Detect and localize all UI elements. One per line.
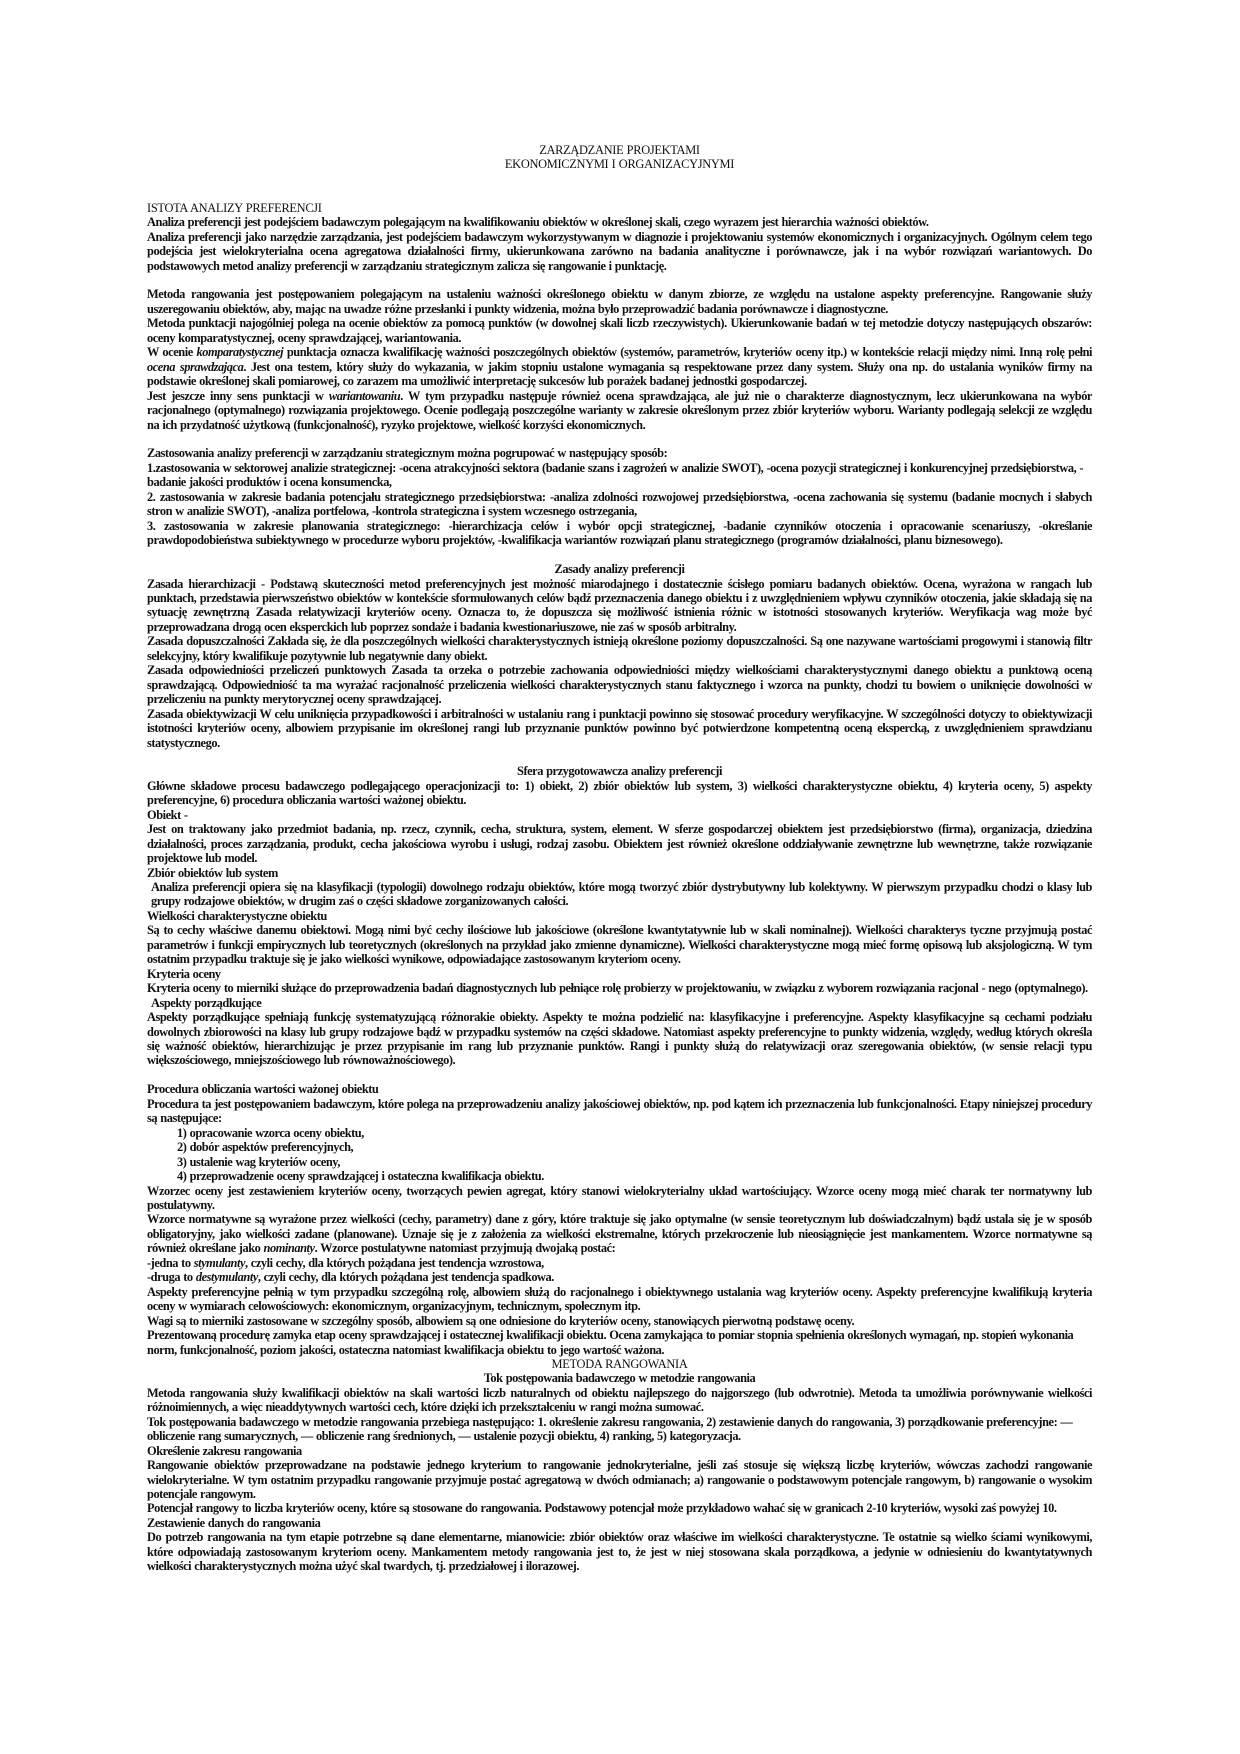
paragraph (147, 345, 1092, 388)
paragraph: 1.zastosowania w sektorowej analizie strategicznej: -ocena atrakcyjności sektora (badanie szans i zagrożeń w analizie SWOT), -ocena pozycji strategicznej i konkurencyjnej przedsiębiorstwa, -badanie jakości produktów i ocena konsumencka, (147, 460, 1084, 490)
paragraph: Metoda rangowania służy kwalifikacji obiektów na skali wartości liczb naturalnych od obiektu najlepszego do najgorszego (lub odwrotnie). Metoda ta umożliwia porównywanie wielkości różnoimiennych, a więc nieaddytywnych wartości cech, które dzięki ich przekształceniu w rangi można sumować. (147, 1385, 1092, 1415)
paragraph-spacer (147, 432, 1092, 446)
paragraph: Metoda rangowania jest postępowaniem polegającym na ustaleniu ważności określonego obiektu w danym zbiorze, ze względu na ustalone aspekty preferencyjne. Rangowanie służy uszeregowaniu obiektów, aby, mając na uwadze różne przesłanki i punkty widzenia, można było przeprowadzić badania porównawcze i diagnostyczne. (147, 287, 1092, 316)
paragraph: Tok postępowania badawczego w metodzie rangowania przebiega następująco: 1. określenie zakresu rangowania, 2) zestawienie danych do rangowania, 3) porządkowanie preferencyjne: — obliczenie rang sumarycznych, — obliczenie rang średnionych, — ustalenie pozycji obiektu, 4) ranking, 5) kategoryzacja. (147, 1414, 1073, 1444)
paragraph (147, 1270, 1092, 1284)
text-run: . Jest ona testem, który służy do wykazania, w jakim stopniu ustalone wymagania są respektowane przez dany system. Służy ona np. do ustalania wyników firmy na podstawie określonej skali pomiarowej, co zarazem ma umożliwić interpretację sukcesów lub porażek badanej jednostki gospodarczej. (147, 359, 1092, 389)
text-run: punktacja oznacza kwalifikację ważności poszczególnych obiektów (systemów, parametrów, kryteriów oceny itp.) w kontekście relacji między nimi. Inną rolę pełni (283, 345, 1092, 360)
paragraph: Analiza preferencji jako narzędzie zarządzania, jest podejściem badawczym wykorzystywanym w diagnozie i projektowaniu systemów ekonomicznych i organizacyjnych. Ogólnym celem tego podejścia jest wielokryterialna ocena agregatowa działalności firmy, ukierunkowana zarówno na badania analityczne i porównawcze, jak i na wybór rozwiązań wariantowych. Do podstawowych metod analizy preferencji w zarządzaniu strategicznym zalicza się rangowanie i punktację. (147, 229, 1092, 273)
text-run: Jest jeszcze inny sens punktacji w (147, 388, 329, 403)
paragraph: 2. zastosowania w zakresie badania potencjału strategicznego przedsiębiorstwa: -analiza zdolności rozwojowej przedsiębiorstwa, -ocena zachowania się systemu (badanie mocnych i słabych stron w analizie SWOT), -analiza portfelowa, -kontrola strategiczna i system wczesnego ostrzegania, (147, 489, 1092, 519)
subsection-heading: Zasady analizy preferencji (554, 562, 685, 577)
text-run: W ocenie (147, 345, 197, 360)
text-run: . Wzorce postulatywne natomiast przyjmują dwojaką postać: (314, 1241, 616, 1256)
text-run: -druga to (147, 1270, 196, 1285)
paragraph: Kryteria oceny to mierniki służące do przeprowadzenia badań diagnostycznych lub pełniące rolę probierzy w projektowaniu, w związku z wyborem rozwiązania racjonal - nego (optymalnego). (147, 981, 1088, 996)
paragraph: Aspekty preferencyjne pełnią w tym przypadku szczególną rolę, albowiem służą do racjonalnego i obiektywnego ustalania wag kryteriów oceny. Aspekty preferencyjne kwalifikują kryteria oceny w wymiarach celowościowych: ekonomicznym, organizacyjnym, technicznym, społecznym itp. (147, 1284, 1092, 1314)
paragraph: Zasada dopuszczalności Zakłada się, że dla poszczególnych wielkości charakterystycznych istnieją określone poziomy dopuszczalności. Są one nazywane wartościami progowymi i stanowią filtr selekcyjny, który kwalifikuje pozytywnie lub negatywnie dany obiekt. (147, 634, 1092, 663)
subsection-heading: Tok postępowania badawczego w metodzie rangowania (483, 1371, 756, 1386)
document-title-line-1: ZARZĄDZANIE PROJEKTAMI (539, 143, 700, 157)
paragraph (147, 1256, 1092, 1270)
paragraph (147, 1212, 1092, 1255)
subsection-heading: Sfera przygotowawcza analizy preferencji (517, 764, 722, 779)
paragraph: Obiekt - (147, 807, 188, 822)
emphasized-term: ocena sprawdzająca (147, 359, 244, 374)
paragraph-spacer (147, 273, 1092, 287)
paragraph: Zestawienie danych do rangowania (147, 1515, 321, 1530)
paragraph: Rangowanie obiektów przeprowadzane na podstawie jednego kryterium to rangowanie jednokryterialne, jeśli zaś stosuje się większą liczbę kryteriów, wówczas zachodzi rangowanie wielokryterialne. W tym ostatnim przypadku rangowanie przyjmuje postać agregatową w dwóch odmianach; a) rangowanie o podstawowym potencjale rangowym, b) rangowanie o wysokim potencjale rangowym. (147, 1458, 1092, 1502)
paragraph-spacer (147, 750, 1092, 764)
paragraph: Wzorzec oceny jest zestawieniem kryteriów oceny, tworzących pewien agregat, który stanowi wielokryterialny układ wartościujący. Wzorce oceny mogą mieć charak ter normatywny lub postulatywny. (147, 1183, 1092, 1212)
emphasized-term: komparatystycznej (196, 345, 284, 360)
list-item: 2) dobór aspektów preferencyjnych, (177, 1140, 354, 1155)
document-page (147, 143, 1092, 1574)
paragraph: Analiza preferencji jest podejściem badawczym polegającym na kwalifikowaniu obiektów w określonej skali, czego wyrazem jest hierarchia ważności obiektów. (147, 215, 929, 230)
document-body (147, 172, 1092, 1574)
text-run: -jedna to (147, 1255, 194, 1270)
paragraph: Kryteria oceny (147, 966, 221, 981)
paragraph: 3. zastosowania w zakresie planowania strategicznego: -hierarchizacja celów i wybór opcji strategicznej, -badanie czynników otoczenia i opracowanie scenariuszy, -określanie prawdopodobieństwa subiektywnego w procedurze wyboru projektów, -kwalifikacja wariantów rozwiązań planu strategicznego (programów działalności, planu biznesowego). (147, 518, 1092, 548)
paragraph-spacer (147, 548, 1092, 562)
paragraph: Zasada hierarchizacji - Podstawą skuteczności metod preferencyjnych jest możność miarodajnego i dostatecznie ścisłego pomiaru badanych obiektów. Ocena, wyrażona w rangach lub punktach, przedstawia pierwszeństwo obiektów w kontekście sformułowanych celów bądź przeznaczenia danego obiektu i z uwzględnieniem wpływu czynników otoczenia, jakie składają się na sytuację zewnętrzną Zasada relatywizacji kryteriów oceny. Oznacza to, że dopuszcza się możliwość istnienia różnic w istotności stosowanych kryteriów. Weryfikacja wag może być przeprowadzana drogą ocen eksperckich lub poprzez sondaże i badania kwestionariuszowe, nie zaś w sposób arbitralny. (147, 576, 1092, 634)
emphasized-term: stymulanty (193, 1255, 246, 1270)
paragraph: Prezentowaną procedurę zamyka etap oceny sprawdzającej i ostatecznej kwalifikacji obiektu. Ocena zamykająca to pomiar stopnia spełnienia określonych wymagań, np. stopień wykonania norm, funkcjonalność, poziom jakości, ostateczna natomiast kwalifikacja obiektu to jego wartość ważona. (147, 1328, 1074, 1357)
paragraph: Wielkości charakterystyczne obiektu (147, 908, 327, 923)
paragraph: Metoda punktacji najogólniej polega na ocenie obiektów za pomocą punktów (w dowolnej skali liczb rzeczywistych). Ukierunkowanie badań w tej metodzie dotyczy następujących obszarów: oceny komparatystycznej, oceny sprawdzającej, wariantowania. (147, 316, 1092, 345)
paragraph: Jest on traktowany jako przedmiot badania, np. rzecz, czynnik, cecha, struktura, system, element. W sferze gospodarczej obiektem jest przedsiębiorstwo (firma), organizacja, dziedzina działalności, proces zarządzania, produkt, cecha jakościowa wyrobu i usługi, rodzaj zasobu. Obiektem jest również określone oddziaływanie zewnętrzne lub wewnętrzne, także rozwiązanie projektowe lub model. (147, 822, 1092, 866)
paragraph: Główne składowe procesu badawczego podlegającego operacjonizacji to: 1) obiekt, 2) zbiór obiektów lub system, 3) wielkości charakterystyczne obiektu, 4) kryteria oceny, 5) aspekty preferencyjne, 6) procedura obliczania wartości ważonej obiektu. (147, 778, 1092, 808)
paragraph-spacer (147, 1068, 1092, 1082)
emphasized-term: nominanty (263, 1241, 315, 1256)
paragraph-spacer (147, 172, 1092, 186)
document-title-line-2: EKONOMICZNYMI I ORGANIZACYJNYMI (504, 157, 735, 172)
paragraph: Aspekty porządkujące (151, 995, 262, 1010)
paragraph: Są to cechy właściwe danemu obiektowi. Mogą nimi być cechy ilościowe lub jakościowe (określone kwantytatywnie lub w skali nominalnej). Wielkości charakterys tyczne przyjmują postać parametrów i funkcji empirycznych lub teoretycznych (określonych na przykład jako zmienne dynamiczne). Wielkości charakterystyczne mogą mieć formę opisową lub aksjologiczną. W tym ostatnim przypadku traktuje się je jako wielkości wynikowe, odpowiadające zastosowanym kryteriom oceny. (147, 923, 1092, 967)
text-run: , czyli cechy, dla których pożądana jest tendencja wzrostowa, (245, 1255, 544, 1270)
paragraph: Procedura obliczania wartości ważonej obiektu (147, 1082, 379, 1097)
text-run: . W tym przypadku następuje również ocena sprawdzająca, ale już nie o charakterze diagnostycznym, lecz ukierunkowana na wybór racjonalnego (optymalnego) rozwiązania projektowego. Ocenie podlegają poszczególne warianty w zakresie określonym przez zbiór kryteriów wyboru. Warianty podlegają selekcji ze względu na ich przydatność użytkową (funkcjonalność), ryzyko projektowe, wielkość korzyści ekonomicznych. (147, 388, 1092, 432)
paragraph: Wagi są to mierniki zastosowane w szczególny sposób, albowiem są one odniesione do kryteriów oceny, stanowiących pierwotną podstawę oceny. (147, 1313, 855, 1328)
paragraph: Określenie zakresu rangowania (147, 1443, 302, 1458)
list-item: 1) opracowanie wzorca oceny obiektu, (177, 1125, 364, 1140)
paragraph: Do potrzeb rangowania na tym etapie potrzebne są dane elementarne, mianowicie: zbiór obiektów oraz właściwe im wielkości charakterystyczne. Te ostatnie są wielko ściami wynikowymi, które odpowiadają zastosowanym kryteriom oceny. Mankamentem metody rangowania jest to, że jest w niej stosowana skala porządkowa, a jedynie w odniesieniu do kwantytatywnych wielkości charakterystycznych można użyć skal twardych, tj. przedziałowej i ilorazowej. (147, 1530, 1092, 1574)
section-heading: ISTOTA ANALIZY PREFERENCJI (147, 200, 322, 215)
section-heading: METODA RANGOWANIA (551, 1356, 688, 1371)
list-item: 3) ustalenie wag kryteriów oceny, (177, 1154, 341, 1169)
paragraph: Aspekty porządkujące spełniają funkcję systematyzującą różnorakie obiekty. Aspekty te można podzielić na: klasyfikacyjne i preferencyjne. Aspekty klasyfikacyjne są cechami podziału dowolnych zbiorowości na klasy lub grupy rodzajowe bądź w przypadku systemów na części składowe. Natomiast aspekty preferencyjne to punkty widzenia, względy, według których określa się ważność obiektów, hierarchizując je przez przypisanie im rang lub przyznanie punktów. Rangi i punkty służą do relatywizacji oraz szeregowania obiektów, (w sensie relacji typu większościowego, mniejszościowego lub równoważnościowego). (147, 1010, 1092, 1068)
paragraph: Zbiór obiektów lub system (147, 865, 278, 880)
paragraph: Zastosowania analizy preferencji w zarządzaniu strategicznym można pogrupować w następujący sposób: (147, 446, 668, 461)
paragraph: Analiza preferencji opiera się na klasyfikacji (typologii) dowolnego rodzaju obiektów, które mogą tworzyć zbiór dystrybutywny lub kolektywny. W pierwszym przypadku chodzi o klasy lub grupy rodzajowe obiektów, w drugim zaś o części składowe zorganizowanych całości. (151, 880, 1092, 909)
paragraph-spacer (147, 186, 1092, 200)
emphasized-term: wariantowaniu (328, 388, 401, 403)
paragraph: Zasada obiektywizacji W celu uniknięcia przypadkowości i arbitralności w ustalaniu rang i punktacji powinno się stosować procedury weryfikacyjne. W szczególności dotyczy to obiektywizacji istotności kryteriów oceny, albowiem przypisanie im określonej rangi lub przyznanie punktów powinno być potwierdzone kompetentną oceną ekspercką, z uwzględnieniem sprawdzianu statystycznego. (147, 706, 1092, 750)
emphasized-term: destymulanty (195, 1270, 258, 1285)
paragraph (147, 389, 1092, 432)
paragraph: Zasada odpowiedniości przeliczeń punktowych Zasada ta orzeka o potrzebie zachowania odpowiedniości między wielkościami charakterystycznymi danego obiektu a punktową oceną sprawdzającą. Odpowiedniość ta ma wyrażać racjonalność przeliczenia wielkości charakterystycznych stanu faktycznego i wzorca na punkty, chodzi tu bowiem o uniknięcie dowolności w przeliczeniu na punkty merytorycznej oceny sprawdzającej. (147, 663, 1092, 707)
text-run: , czyli cechy, dla których pożądana jest tendencja spadkowa. (257, 1270, 554, 1285)
text-run: Wzorce normatywne są wyrażone przez wielkości (cechy, parametry) dane z góry, które traktuje się jako optymalne (w sensie teoretycznym lub doświadczalnym) bądź ustala się je w sposób obligatoryjny, jako wielkości zadane (planowane). Uznaje się je z założenia za wielkości ekstremalne, których przekroczenie lub nieosiągnięcie jest mankamentem. Wzorce normatywne są również określane jako (147, 1212, 1092, 1256)
paragraph: Potencjał rangowy to liczba kryteriów oceny, które są stosowane do rangowania. Podstawowy potencjał może przykładowo wahać się w granicach 2-10 kryteriów, wysoki zaś powyżej 10. (147, 1501, 1057, 1516)
list-item: 4) przeprowadzenie oceny sprawdzającej i ostateczna kwalifikacja obiektu. (177, 1169, 544, 1184)
paragraph: Procedura ta jest postępowaniem badawczym, które polega na przeprowadzeniu analizy jakościowej obiektów, np. pod kątem ich przeznaczenia lub funkcjonalności. Etapy niniejszej procedury są następujące: (147, 1096, 1092, 1126)
